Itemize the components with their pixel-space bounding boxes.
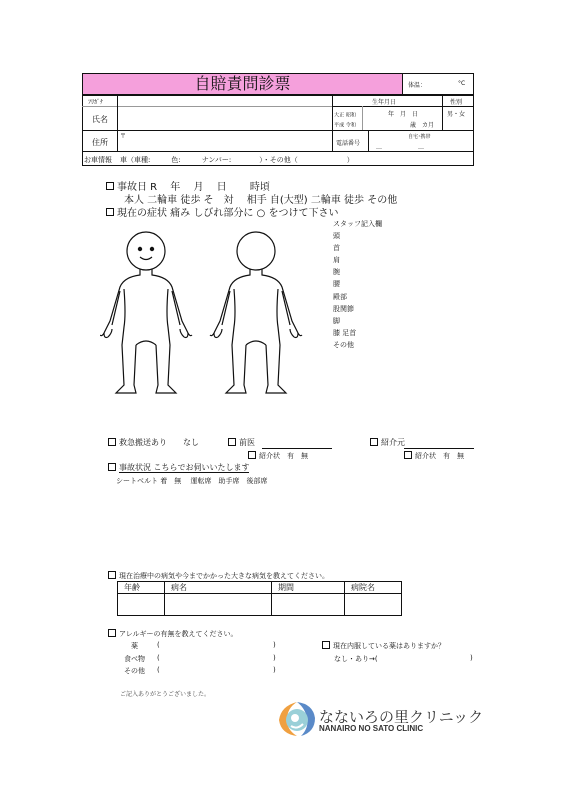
referral-source[interactable]: 紹介元 (370, 437, 405, 448)
address-label: 住所 (92, 138, 108, 147)
phone-dash[interactable]: ＿ ＿ (376, 143, 425, 150)
history-table[interactable] (117, 581, 402, 616)
gender-label: 性別 (450, 99, 463, 106)
phone-label: 電話番号 (336, 140, 361, 147)
col-disease: 病名 (165, 582, 272, 594)
staff-item: 腰 (333, 280, 340, 288)
staff-item: 殿部 (333, 293, 347, 301)
name-label: 氏名 (92, 115, 108, 124)
vehicle-label: お車情報 (84, 156, 112, 164)
gender-value[interactable]: 男・女 (447, 111, 466, 118)
staff-item: その他 (333, 341, 354, 349)
history-cell[interactable] (272, 594, 345, 616)
staff-item: 首 (333, 244, 340, 252)
allergy-other-label: その他 (124, 667, 145, 675)
staff-item: 肩 (333, 256, 340, 264)
clinic-logo-icon (277, 700, 317, 738)
clinic-name-en: NANAIRO NO SATO CLINIC (319, 724, 424, 733)
thanks-text: ご記入ありがとうございました。 (120, 691, 211, 698)
accident-date[interactable]: 事故日 R 年 月 日 時頃 (106, 178, 270, 193)
temp-label: 体温： (408, 82, 427, 89)
era-1: 大正 昭和 (334, 112, 357, 119)
name-field[interactable] (118, 107, 331, 129)
furigana-label: ﾌﾘｶﾞﾅ (88, 99, 104, 106)
current-symptoms[interactable]: 現在の症状 痛み しびれ部分に ○ をつけて下さい (106, 204, 338, 219)
checkbox[interactable] (108, 438, 116, 446)
checkbox[interactable] (106, 182, 114, 190)
medication-answer[interactable]: なし・あり→( (334, 655, 378, 663)
checkbox[interactable] (108, 571, 116, 579)
history-question: 現在治療中の病気や今までかかった大きな病気を教えてください。 (108, 571, 329, 581)
staff-item: 膝 足首 (333, 329, 357, 337)
history-cell[interactable] (118, 594, 165, 616)
allergy-drug-label: 薬 (131, 642, 138, 650)
front-figure (100, 232, 192, 393)
checkbox[interactable] (370, 438, 378, 446)
staff-item: 股関節 (333, 305, 354, 313)
allergy-food-label: 食べ物 (124, 655, 145, 663)
age-label: 歳 カ月 (410, 122, 435, 129)
checkbox[interactable] (322, 641, 330, 649)
vehicle-text[interactable]: 車（車種: 色: ナンバー: ）・その他（ ） (120, 156, 354, 164)
col-period: 期間 (272, 582, 345, 594)
staff-item: 脚 (333, 317, 340, 325)
referral-letter-2[interactable]: 紹介状 有 無 (404, 451, 464, 461)
staff-title: スタッフ記入欄 (333, 220, 382, 228)
page-title: 自賠責問診票 (194, 74, 291, 93)
phone-sub: 自宅･携帯 (408, 134, 431, 140)
history-cell[interactable] (345, 594, 402, 616)
history-cell[interactable] (165, 594, 272, 616)
situation-title: 事故状況 こちらでお伺いいたします (108, 462, 249, 473)
previous-doctor[interactable]: 前医 (228, 437, 255, 448)
checkbox[interactable] (404, 451, 412, 459)
emergency-transport[interactable]: 救急搬送あり なし (108, 437, 199, 448)
checkbox[interactable] (106, 208, 114, 216)
allergy-question: アレルギーの有無を教えてください。 (108, 629, 238, 639)
col-hospital: 病院名 (345, 582, 402, 594)
checkbox[interactable] (248, 451, 256, 459)
clinic-name: なないろの里クリニック (319, 708, 484, 726)
staff-item: 腕 (333, 268, 340, 276)
referral-letter-1[interactable]: 紹介状 有 無 (248, 451, 308, 461)
checkbox[interactable] (108, 629, 116, 637)
medication-question: 現在内服している薬はありますか？ (322, 641, 445, 651)
checkbox[interactable] (108, 463, 116, 471)
checkbox[interactable] (228, 438, 236, 446)
back-figure (210, 232, 302, 393)
body-diagram[interactable] (100, 225, 310, 400)
dob-label: 生年月日 (372, 99, 397, 106)
staff-item: 頭 (333, 232, 340, 240)
col-age: 年齢 (118, 582, 165, 594)
table-row[interactable] (118, 594, 402, 616)
address-field[interactable] (118, 131, 331, 150)
postal-mark: 〒 (120, 133, 127, 140)
ymd-label: 年 月 日 (388, 111, 419, 118)
temp-unit: °C (458, 80, 466, 87)
era-2: 平成 令和 (334, 122, 357, 129)
accident-parties[interactable]: 本人 二輪車 徒歩 そ 対 相手 自(大型) 二輪車 徒歩 その他 (124, 195, 398, 206)
seatbelt-line[interactable]: シートベルト 着 無 運転席 助手席 後部席 (116, 477, 268, 485)
